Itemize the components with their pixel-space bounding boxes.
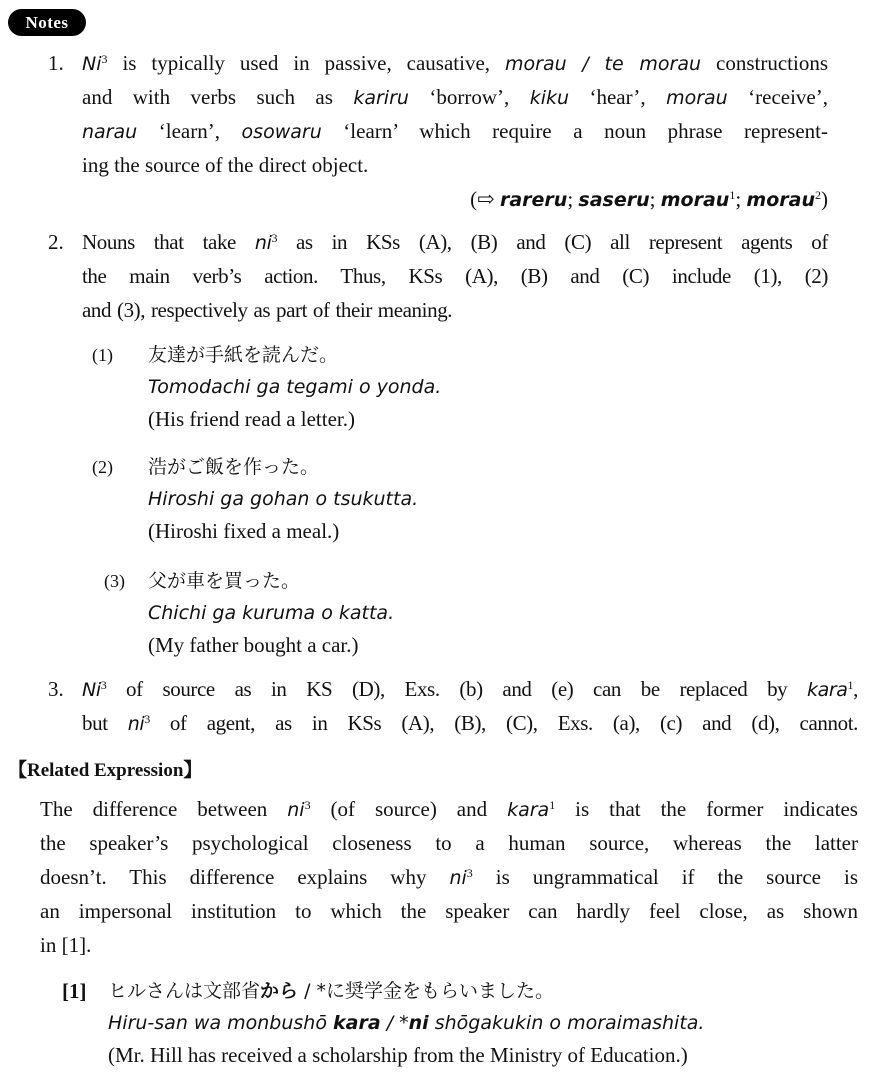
example-japanese: 浩がご飯を作った。 bbox=[148, 456, 320, 478]
example-label: [1] bbox=[62, 979, 87, 1003]
ref-link[interactable]: rareru bbox=[499, 189, 568, 211]
example-japanese bbox=[108, 976, 554, 1006]
example-romaji: Hiroshi ga gohan o tsukutta. bbox=[148, 488, 419, 510]
term: morau / te morau bbox=[505, 53, 702, 75]
text: doesn’t. This difference explains why bbox=[40, 865, 450, 889]
text: is ungrammatical if the source is bbox=[472, 865, 858, 889]
text: of agent, as in KSs (A), (B), (C), Exs. (a), (c) and (d), cannot. bbox=[149, 711, 858, 735]
note-line bbox=[82, 708, 858, 739]
superscript: 1 bbox=[847, 678, 854, 692]
text: is that the former indicates bbox=[555, 797, 858, 821]
cross-reference bbox=[470, 184, 828, 215]
text: The difference between bbox=[40, 797, 288, 821]
example-english: (His friend read a letter.) bbox=[148, 407, 355, 431]
term: ni bbox=[254, 232, 272, 254]
text: Hiru-san wa monbushō bbox=[108, 1012, 334, 1034]
term: kariru bbox=[353, 87, 409, 109]
text: 奨学金をもらいました。 bbox=[345, 980, 555, 1002]
text: ; bbox=[567, 187, 579, 211]
text: ヒルさんは文部省 bbox=[108, 980, 261, 1002]
superscript: 3 bbox=[304, 798, 311, 812]
superscript: 3 bbox=[271, 231, 278, 245]
example-romaji bbox=[108, 1008, 704, 1038]
term: narau bbox=[82, 121, 138, 143]
term: ni bbox=[449, 867, 467, 889]
text: ; bbox=[649, 187, 661, 211]
superscript: 1 bbox=[549, 798, 556, 812]
note-line: and (3), respectively as part of their meaning. bbox=[82, 298, 453, 322]
note-line bbox=[82, 116, 828, 147]
note-line bbox=[82, 48, 828, 79]
term: morau bbox=[666, 87, 728, 109]
paragraph-line bbox=[40, 794, 858, 825]
paragraph-line: in [1]. bbox=[40, 933, 92, 957]
text: Nouns that take bbox=[82, 230, 255, 254]
example-japanese: 友達が手紙を読んだ。 bbox=[148, 344, 339, 366]
text: shōgakukin o moraimashita. bbox=[428, 1012, 705, 1034]
example-romaji: Chichi ga kuruma o katta. bbox=[148, 602, 395, 624]
note-line bbox=[82, 227, 828, 258]
note-line bbox=[82, 674, 858, 705]
text: に bbox=[326, 980, 346, 1002]
term: kara bbox=[507, 799, 550, 821]
text: ) bbox=[821, 187, 828, 211]
superscript: 3 bbox=[144, 712, 150, 726]
note-number: 1. bbox=[48, 51, 64, 75]
example-label: (1) bbox=[92, 345, 113, 365]
text: ‘borrow’, bbox=[408, 85, 530, 109]
note-line bbox=[82, 82, 828, 113]
ref-link[interactable]: saseru bbox=[578, 189, 650, 211]
paragraph-line: an impersonal institution to which the speaker can hardly feel close, as shown bbox=[40, 899, 858, 923]
text: of source as in KS (D), Exs. (b) and (e) can be replaced by bbox=[106, 677, 808, 701]
example-english: (My father bought a car.) bbox=[148, 633, 359, 657]
term: Ni bbox=[82, 679, 101, 701]
superscript: 3 bbox=[101, 52, 108, 66]
text: and with verbs such as bbox=[82, 85, 354, 109]
example-english: (Mr. Hill has received a scholarship from the Ministry of Education.) bbox=[108, 1043, 688, 1067]
note-line: the main verb’s action. Thus, KSs (A), (B) and (C) include (1), (2) bbox=[82, 264, 828, 288]
paragraph-line: the speaker’s psychological closeness to a human source, whereas the latter bbox=[40, 831, 858, 855]
text: ; bbox=[735, 187, 747, 211]
notes-badge: Notes bbox=[8, 9, 86, 36]
superscript: 3 bbox=[100, 678, 107, 692]
example-label: (2) bbox=[92, 457, 113, 477]
example-label: (3) bbox=[104, 571, 125, 591]
example-japanese: 父が車を買った。 bbox=[148, 570, 301, 592]
term: ni bbox=[287, 799, 305, 821]
related-expression-heading: 【Related Expression】 bbox=[8, 760, 203, 781]
term: osowaru bbox=[241, 121, 322, 143]
example-english: (Hiroshi fixed a meal.) bbox=[148, 519, 340, 543]
ref-link[interactable]: morau bbox=[660, 189, 730, 211]
text: as in KSs (A), (B) and (C) all represent agents of bbox=[277, 230, 828, 254]
ref-link[interactable]: morau bbox=[746, 189, 815, 211]
term: Ni bbox=[82, 53, 102, 75]
emphasis: ni bbox=[408, 1012, 429, 1034]
text: constructions bbox=[701, 51, 829, 75]
example-romaji: Tomodachi ga tegami o yonda. bbox=[148, 376, 442, 398]
term: ni bbox=[127, 713, 145, 735]
note-number: 2. bbox=[48, 230, 64, 254]
text: (⇨ bbox=[470, 187, 500, 211]
text: ‘hear’, bbox=[569, 85, 667, 109]
text: (of source) and bbox=[310, 797, 508, 821]
superscript: 1 bbox=[729, 188, 736, 202]
text: ‘receive’, bbox=[727, 85, 828, 109]
text: ‘learn’, bbox=[137, 119, 242, 143]
note-number: 3. bbox=[48, 677, 64, 701]
text: is typically used in passive, causative, bbox=[107, 51, 505, 75]
note-line: ing the source of the direct object. bbox=[82, 153, 369, 177]
term: kiku bbox=[529, 87, 570, 109]
emphasis: から bbox=[260, 980, 299, 1002]
text: / * bbox=[298, 980, 327, 1002]
emphasis: kara bbox=[333, 1012, 381, 1034]
superscript: 3 bbox=[466, 866, 473, 880]
term: kara bbox=[807, 679, 848, 701]
text: / * bbox=[380, 1012, 409, 1034]
superscript: 2 bbox=[815, 188, 821, 202]
text: but bbox=[82, 711, 128, 735]
text: ‘learn’ which require a noun phrase represent- bbox=[321, 119, 828, 143]
text: , bbox=[853, 677, 858, 701]
paragraph-line bbox=[40, 862, 858, 893]
